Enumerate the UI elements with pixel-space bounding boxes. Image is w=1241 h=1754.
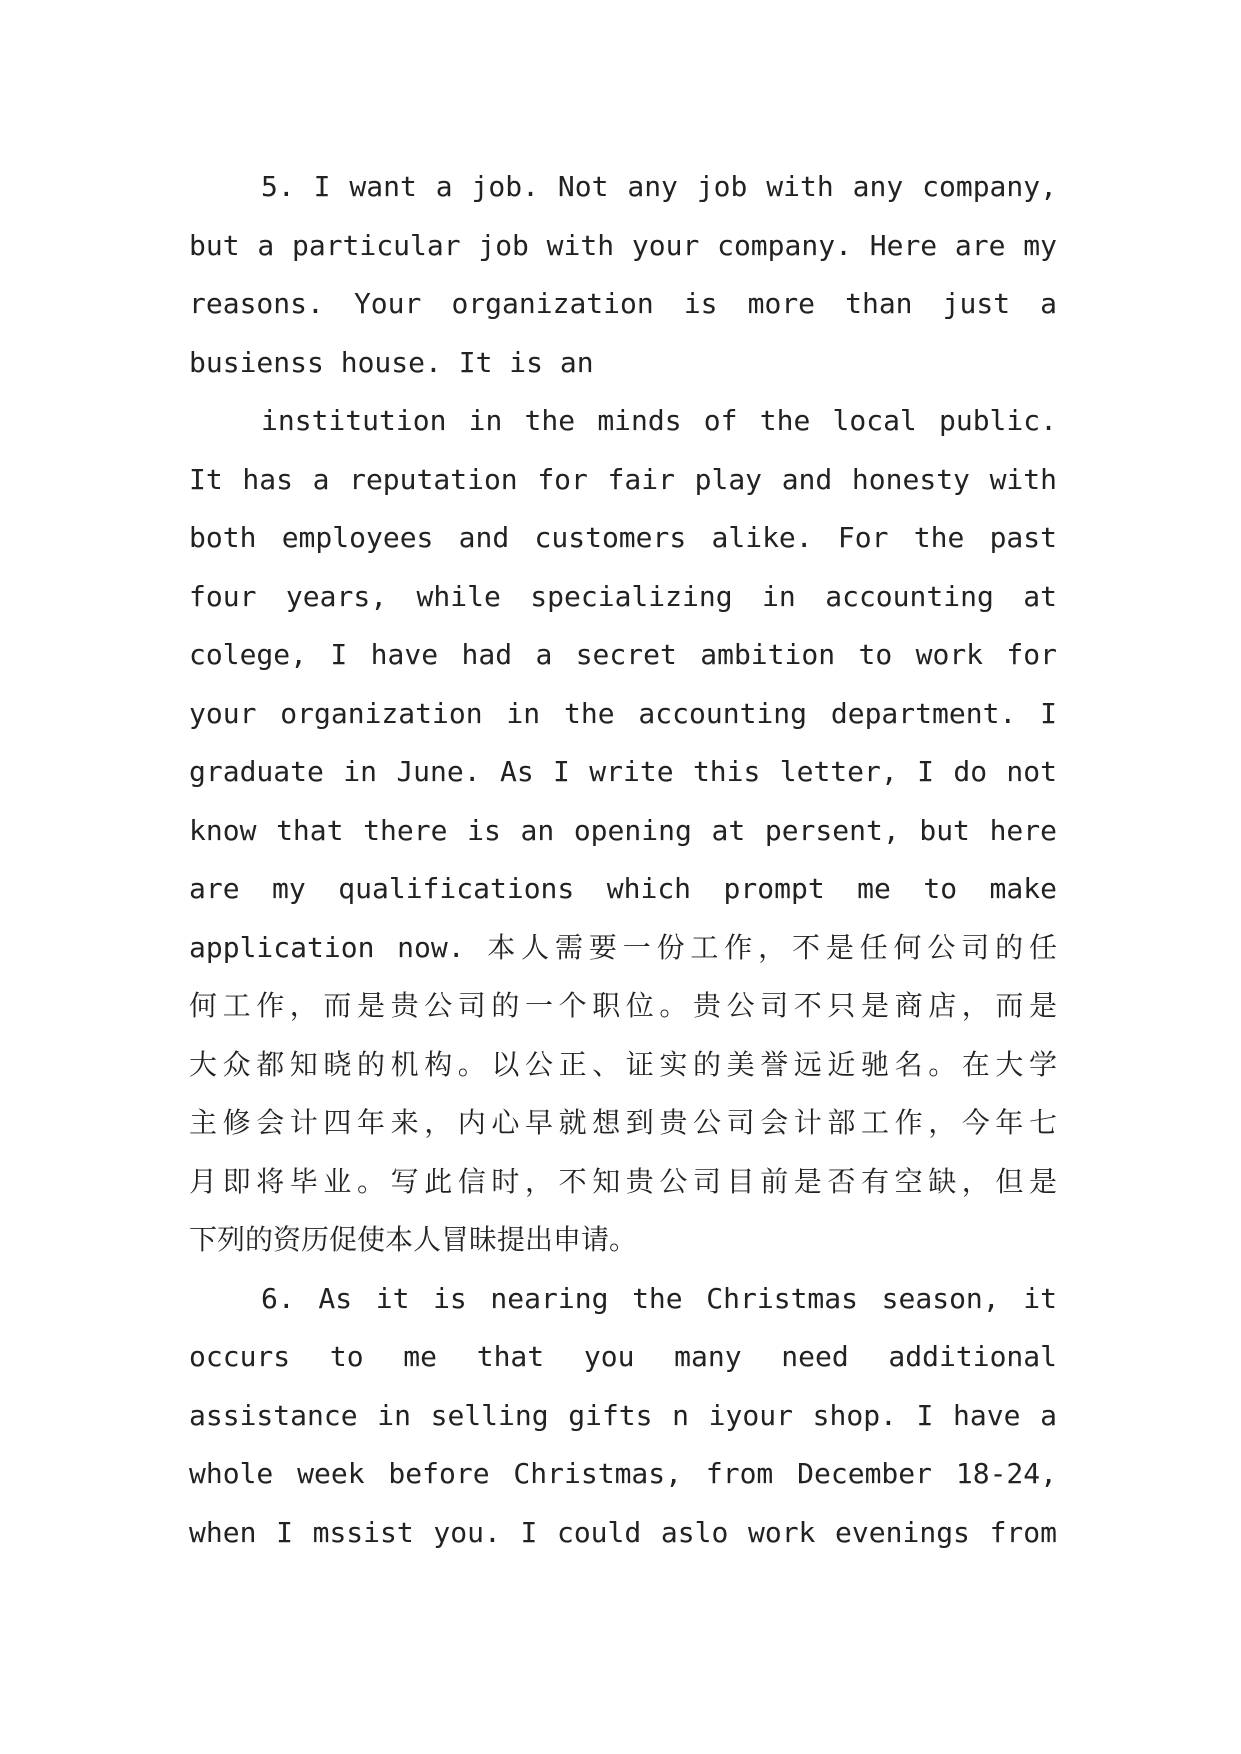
text-line: 6. As it is nearing the Christmas season, it [261, 1281, 1057, 1315]
text-line: 下列的资历促使本人冒昧提出申请。 [189, 1223, 638, 1256]
text-line: assistance in selling gifts n iyour shop. I have a [189, 1398, 1057, 1432]
document-body [189, 158, 1057, 1562]
text-line: reasons. Your organization is more than just a [189, 287, 1057, 320]
text-line: know that there is an opening at persent, but here [189, 813, 1057, 847]
text-line: application now. 本人需要一份工作，不是任何公司的任 [189, 930, 1057, 964]
text-line: busienss house. It is an [189, 345, 594, 379]
text-line: are my qualifications which prompt me to make [189, 872, 1057, 905]
text-line: 5. I want a job. Not any job with any company, [261, 170, 1057, 203]
text-line: 月即将毕业。写此信时，不知贵公司目前是否有空缺，但是 [189, 1164, 1057, 1198]
text-line: colege, I have had a secret ambition to work for [189, 638, 1057, 671]
text-line: 何工作，而是贵公司的一个职位。贵公司不只是商店，而是 [189, 989, 1057, 1022]
text-line: 大众都知晓的机构。以公正、证实的美誉远近驰名。在大学 [189, 1047, 1057, 1081]
text-line: 主修会计四年来，内心早就想到贵公司会计部工作，今年七 [189, 1106, 1057, 1139]
text-line: but a particular job with your company. Here are my [189, 228, 1057, 262]
text-line: occurs to me that you many need additional [189, 1340, 1057, 1373]
text-line: both employees and customers alike. For the past [189, 521, 1057, 554]
text-line: whole week before Christmas, from December 18-24, [189, 1457, 1057, 1490]
text-line: It has a reputation for fair play and honesty with [189, 462, 1057, 496]
text-line: institution in the minds of the local public. [261, 404, 1057, 437]
text-line: graduate in June. As I write this letter, I do not [189, 755, 1057, 788]
text-line: when I mssist you. I could aslo work evenings from [189, 1515, 1057, 1549]
text-line: four years, while specializing in accounting at [189, 579, 1057, 613]
text-line: your organization in the accounting department. I [189, 696, 1057, 730]
